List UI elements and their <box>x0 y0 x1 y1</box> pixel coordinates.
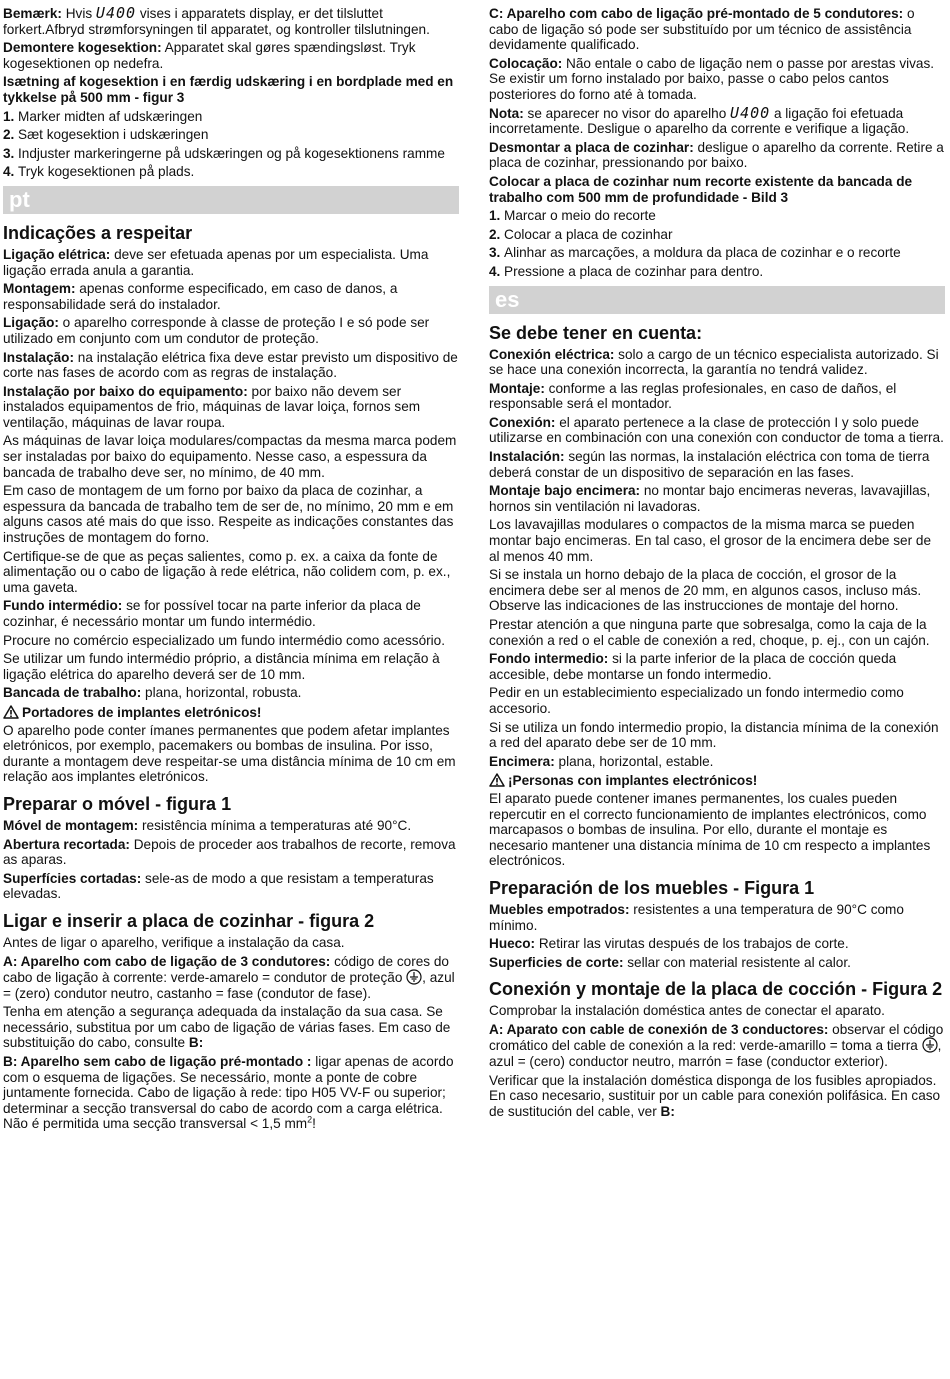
paragraph: Procure no comércio especializado um fundo intermédio como acessório. <box>3 632 446 648</box>
warning-triangle-icon <box>489 773 505 787</box>
warning-text: El aparato puede contener imanes permanentes, los cuales pueden repercutir en el correcto funcionamiento de implantes electrónicos, como marcapasos o bombas de insulina. Por ello, durante el montaje es necesario mantener una distancia mínima de 10 cm respecto a implantes electrónicos. <box>489 790 931 869</box>
list-item: 3. Indjuster markeringerne på udskæringen og på kogesektionens ramme <box>3 145 445 161</box>
paragraph: As máquinas de lavar loiça modulares/compactas da mesma marca podem ser instaladas por baixo do equipamento. Nesse caso, a espessura da bancada de trabalho deve ser, no mínimo, de 40 mm. <box>3 433 457 480</box>
paragraph: Nota: se aparecer no visor do aparelho U400 a ligação foi efetuada incorretamente. Desligue o aparelho da corrente e verifique a ligação. <box>489 103 910 137</box>
heading-indicacoes: Indicações a respeitar <box>3 222 193 243</box>
left-column <box>3 6 459 1135</box>
paragraph: A: Aparelho com cabo de ligação de 3 condutores: código de cores do cabo de ligação à corrente: verde-amarelo = condutor de proteção , azul = (zero) condutor neutro, castanho = fase (condutor de fase). <box>3 953 455 1001</box>
warning-triangle-icon <box>3 705 19 719</box>
paragraph: Superfícies cortadas: sele-as de modo a que resistam a temperaturas elevadas. <box>3 870 434 902</box>
list-item: 4. Tryk kogesektionen på plads. <box>3 164 195 180</box>
paragraph: Fondo intermedio: si la parte inferior de la placa de cocción queda accesible, debe montarse un fondo intermedio. <box>489 651 897 682</box>
paragraph: Antes de ligar o aparelho, verifique a instalação da casa. <box>3 934 345 950</box>
warning-title: ¡Personas con implantes electrónicos! <box>489 773 945 789</box>
paragraph: Verificar que la instalación doméstica disponga de los fusibles apropiados. En caso necesario, sustituir por un cable para conexión polifásica. En caso de sustitución del cable, ver B: <box>489 1072 941 1119</box>
paragraph: Muebles empotrados: resistentes a una temperatura de 90°C como mínimo. <box>489 901 904 933</box>
paragraph: Comprobar la instalación doméstica antes de conectar el aparato. <box>489 1003 885 1019</box>
paragraph: Conexión: el aparato pertenece a la clase de protección I y solo puede utilizarse en combinación con una conexión con conductor de toma a tierra. <box>489 414 944 446</box>
da-note: Bemærk: Hvis U400 vises i apparatets display, er det tilsluttet forkert.Afbryd strømforsyningen til apparatet, og kontroller tilslutningen. <box>3 4 430 37</box>
paragraph: Conexión eléctrica: solo a cargo de un técnico especialista autorizado. Si se hace una conexión incorrecta, la garantía no tendrá validez. <box>489 346 939 378</box>
list-item: 2. Sæt kogesektion i udskæringen <box>3 127 209 143</box>
warning-title: Portadores de implantes eletrónicos! <box>3 705 459 721</box>
paragraph: Desmontar a placa de cozinhar: desligue o aparelho da corrente. Retire a placa de cozinhar, pressionando por baixo. <box>489 139 944 171</box>
paragraph: Prestar atención a que ninguna parte que sobresalga, como la caja de la conexión a red o el cable de conexión a red, choque, p. ej., con un cajón. <box>489 617 930 648</box>
paragraph: Colocação: Não entale o cabo de ligação nem o passe por arestas vivas. Se existir um forno instalado por baixo, passe o cabo pelos cantos posteriores do forno até à tomada. <box>489 55 935 102</box>
list-item: 2. Colocar a placa de cozinhar <box>489 226 673 242</box>
paragraph: Ligação elétrica: deve ser efetuada apenas por um especialista. Uma ligação errada anula a garantia. <box>3 246 429 278</box>
paragraph: Pedir en un establecimiento especializado un fondo intermedio como accesorio. <box>489 685 904 716</box>
paragraph: Instalación: según las normas, la instalación eléctrica con toma de tierra deberá constar de un dispositivo de separación en las fases. <box>489 449 930 480</box>
paragraph: Ligação: o aparelho corresponde à classe de proteção I e só pode ser utilizado em conjunto com um condutor de proteção. <box>3 315 430 346</box>
paragraph: Móvel de montagem: resistência mínima a temperaturas até 90°C. <box>3 817 412 833</box>
da-steps <box>3 109 459 180</box>
list-item: 3. Alinhar as marcações, a moldura da placa de cozinhar e o recorte <box>489 245 901 261</box>
paragraph: Fundo intermédio: se for possível tocar na parte inferior da placa de cozinhar, é necessário montar um fundo intermédio. <box>3 598 421 629</box>
paragraph: C: Aparelho com cabo de ligação pré-montado de 5 condutores: o cabo de ligação só pode ser substituído por um técnico de assistência devidamente qualificado. <box>489 6 915 53</box>
heading-conexion: Conexión y montaje de la placa de cocción - Figura 2 <box>489 979 943 1000</box>
paragraph: Certifique-se de que as peças salientes, como p. ex. a caixa da fonte de alimentação ou o cabo de ligação à rede elétrica, não colidem com, p. ex., uma gaveta. <box>3 548 451 595</box>
heading-ligar: Ligar e inserir a placa de cozinhar - figura 2 <box>3 910 375 931</box>
list-item: 1. Marker midten af udskæringen <box>3 108 203 124</box>
ground-symbol-icon <box>922 1037 938 1053</box>
ground-symbol-icon <box>406 969 422 985</box>
paragraph: Em caso de montagem de um forno por baixo da placa de cozinhar, a espessura da bancada de trabalho tem de ser de, no mínimo, 20 mm e em alguns casos até mais do que isso. Respeite as indicações constantes das instruções de montagem do forno. <box>3 483 454 546</box>
heading-preparacion: Preparación de los muebles - Figura 1 <box>489 877 815 898</box>
list-item: 4. Pressione a placa de cozinhar para dentro. <box>489 263 764 279</box>
da-remove: Demontere kogesektion: Apparatet skal gøres spændingsløst. Tryk kogesektionen op nedefra. <box>3 40 416 71</box>
paragraph: B: Aparelho sem cabo de ligação pré-montado : ligar apenas de acordo com o esquema de ligações. Se necessário, monte a ponte de cobre juntamente fornecida. Cabo de ligação à rede: tipo H05 VV-F ou superior; determinar a secção transversal do cabo de acordo com a carga elétrica. Não é permitida uma secção transversal < 1,5 $mm^2$! <box>3 1054 454 1132</box>
display-code: U400 <box>95 4 137 22</box>
paragraph: Montaje: conforme a las reglas profesionales, en caso de daños, el responsable será el montador. <box>489 380 897 412</box>
paragraph: Hueco: Retirar las virutas después de los trabajos de corte. <box>489 936 849 952</box>
paragraph: Se utilizar um fundo intermédio próprio, a distância mínima em relação à ligação elétrica do aparelho deverá ser de 10 mm. <box>3 651 440 682</box>
right-column <box>489 6 945 1122</box>
paragraph: Montagem: apenas conforme especificado, em caso de danos, a responsabilidade será do instalador. <box>3 281 398 312</box>
heading-preparar: Preparar o móvel - figura 1 <box>3 793 232 814</box>
paragraph: Montaje bajo encimera: no montar bajo encimeras neveras, lavavajillas, hornos sin ventilación ni lavadoras. <box>489 483 931 514</box>
language-bar-pt: pt <box>3 186 459 214</box>
paragraph: Instalação: na instalação elétrica fixa deve estar previsto um dispositivo de corte nas fases de acordo com as regras de instalação. <box>3 349 458 381</box>
warning-text: O aparelho pode conter ímanes permanentes que podem afetar implantes eletrónicos, por exemplo, pacemakers ou bombas de insulina. Por isso, durante a montagem deve respeitar-se uma distância mínima de 10 cm em relação aos implantes eletrónicos. <box>3 722 456 785</box>
language-bar-es: es <box>489 286 945 314</box>
paragraph: A: Aparato con cable de conexión de 3 conductores: observar el código cromático del cable de conexión a la red: verde-amarillo = toma a tierra , azul = (cero) conductor neutro, marrón = fase (conductor exterior). <box>489 1021 944 1070</box>
paragraph: Encimera: plana, horizontal, estable. <box>489 753 714 769</box>
heading-tener: Se debe tener en cuenta: <box>489 322 703 343</box>
list-item: 1. Marcar o meio do recorte <box>489 208 656 224</box>
paragraph: Si se utiliza un fondo intermedio propio, la distancia mínima de la conexión a red del aparato debe ser de 10 mm. <box>489 719 939 751</box>
pt-install-title: Colocar a placa de cozinhar num recorte existente da bancada de trabalho com 500 mm de profundidade - Bild 3 <box>489 173 913 205</box>
paragraph: Abertura recortada: Depois de proceder aos trabalhos de recorte, remova as aparas. <box>3 836 456 868</box>
paragraph: Instalação por baixo do equipamento: por baixo não devem ser instalados equipamentos de frio, máquinas de lavar loiça, fornos sem ventilação, máquinas de lavar roupa. <box>3 383 421 430</box>
pt-steps <box>489 208 945 279</box>
paragraph: Los lavavajillas modulares o compactos de la misma marca se pueden montar bajo encimeras. En tal caso, el grosor de la encimera debe ser de al menos 40 mm. <box>489 517 932 564</box>
paragraph: Si se instala un horno debajo de la placa de cocción, el grosor de la encimera debe ser al menos de 20 mm, en algunos casos, incluso más. Observe las indicaciones de las instrucciones de montaje del horno. <box>489 567 922 614</box>
display-code: U400 <box>730 103 771 122</box>
paragraph: Bancada de trabalho: plana, horizontal, robusta. <box>3 685 302 701</box>
da-install-title: Isætning af kogesektion i en færdig udskæring i en bordplade med en tykkelse på 500 mm - figur 3 <box>3 74 454 105</box>
paragraph: Superficies de corte: sellar con material resistente al calor. <box>489 954 851 970</box>
paragraph: Tenha em atenção a segurança adequada da instalação da sua casa. Se necessário, substitua por um cabo de ligação de várias fases. Em caso de substituição do cabo, consulte B: <box>3 1004 451 1051</box>
